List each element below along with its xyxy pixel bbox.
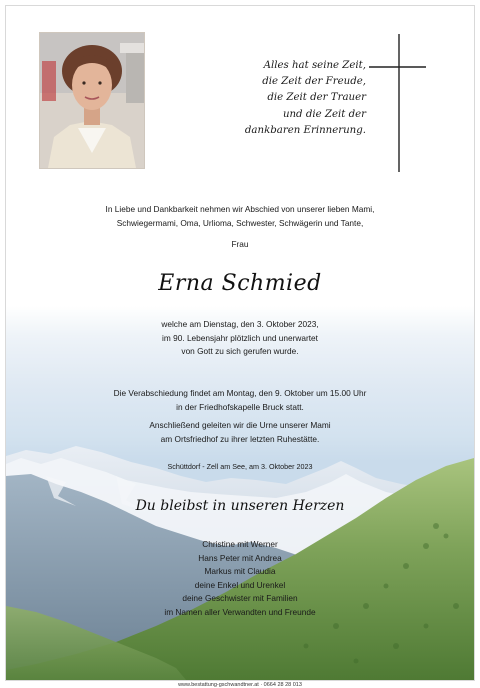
obituary-card (5, 5, 475, 681)
portrait-photo (39, 32, 145, 169)
family-line: Hans Peter mit Andrea (198, 552, 282, 563)
salutation: Frau (231, 239, 249, 249)
death-line: von Gott zu sich gerufen wurde. (181, 346, 299, 356)
family-line: im Namen aller Verwandten und Freunde (164, 606, 316, 617)
closing-phrase: Du bleibst in unseren Herzen (135, 498, 345, 514)
poem-line: dankbaren Erinnerung. (244, 124, 366, 136)
footer-contact: www.bestattung-gschwandtner.at · 0664 28 28 013 (178, 682, 302, 688)
death-line: welche am Dienstag, den 3. Oktober 2023, (161, 319, 319, 329)
death-notice (6, 318, 474, 359)
family-line: Christine mit Werner (202, 539, 278, 549)
family-list (6, 538, 474, 620)
death-line: im 90. Lebensjahr plötzlich und unerwartet (162, 332, 318, 343)
family-line: deine Enkel und Urenkel (194, 579, 286, 590)
poem (156, 58, 366, 139)
cross-icon (366, 34, 426, 174)
ceremony-line: in der Friedhofskapelle Bruck statt. (176, 401, 304, 412)
poem-line: Alles hat seine Zeit, (263, 60, 366, 71)
intro-line: In Liebe und Dankbarkeit nehmen wir Abschied von unserer lieben Mami, (105, 204, 375, 214)
deceased-name: Erna Schmied (158, 271, 322, 296)
portrait-image (40, 33, 144, 168)
poem-line: die Zeit der Freude, (262, 76, 366, 88)
ceremony-line: Die Verabschiedung findet am Montag, den 9. Oktober um 15.00 Uhr (113, 388, 367, 398)
place-date: Schüttdorf - Zell am See, am 3. Oktober 2023 (167, 462, 313, 471)
urn-info (6, 419, 474, 446)
family-line: deine Geschwister mit Familien (182, 593, 298, 604)
urn-line: Anschließend geleiten wir die Urne unserer Mami (149, 420, 331, 430)
intro-text (6, 202, 474, 230)
poem-line: und die Zeit der (282, 108, 366, 120)
family-line: Markus mit Claudia (204, 566, 276, 577)
urn-line: am Ortsfriedhof zu ihrer letzten Ruhestätte. (160, 433, 320, 444)
poem-line: die Zeit der Trauer (267, 92, 366, 104)
ceremony-info (6, 387, 474, 414)
intro-line: Schwiegermami, Oma, Urlioma, Schwester, Schwägerin und Tante, (116, 218, 364, 228)
